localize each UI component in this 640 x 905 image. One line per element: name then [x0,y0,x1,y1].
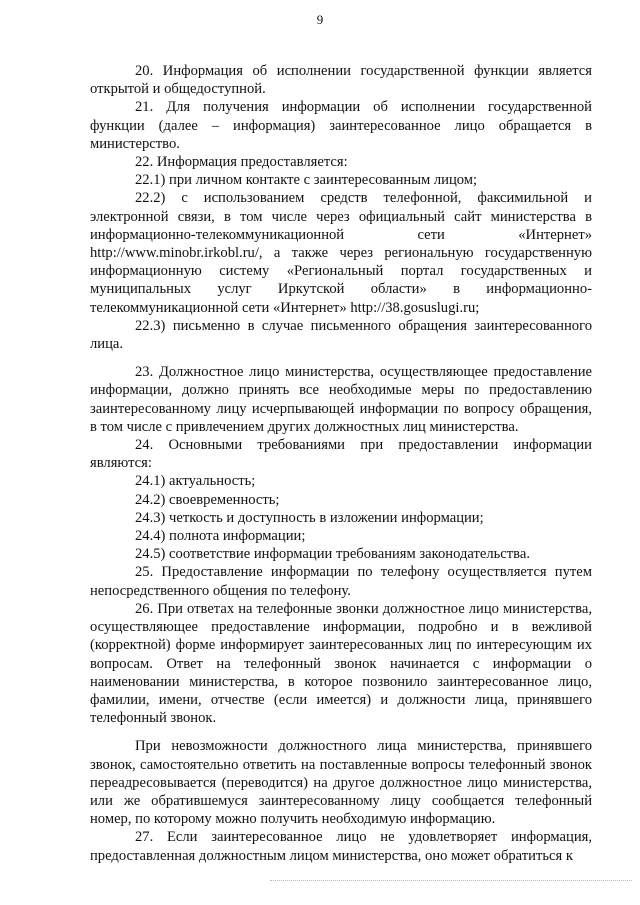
paragraph-21: 21. Для получения информации об исполнении государственной функции (далее – информация) заинтересованное лицо обращается в министерство. [90,99,592,152]
paragraph-24-2: 24.2) своевременность; [135,491,280,508]
document-body [90,62,592,865]
paragraph-26-continued: При невозможности должностного лица министерства, принявшего звонок, самостоятельно ответить на поставленные вопросы телефонный звонок переадресовывается (переводится) на другое должностное лицо министерства, или же обратившемуся заинтересованному лицу сообщается телефонный номер, по которому можно получить необходимую информацию. [90,738,592,828]
paragraph-22-2: 22.2) с использованием средств телефонной, факсимильной и электронной связи, в том числе через официальный сайт министерства в информационно-телекоммуникационной сети «Интернет» http://www.minobr.irkobl.ru/, а также через региональную государственную информационную систему «Региональный портал государственных и муниципальных услуг Иркутской области» в информационно-телекоммуникационной сети «Интернет» http://38.gosuslugi.ru; [90,190,592,316]
paragraph-24: 24. Основными требованиями при предоставлении информации являются: [90,437,592,472]
paragraph-26: 26. При ответах на телефонные звонки должностное лицо министерства, осуществляющее предоставление информации, подробно и в вежливой (корректной) форме информирует заинтересованных лиц по интересующим их вопросам. Ответ на телефонный звонок начинается с информации о наименовании министерства, в которое позвонило заинтересованное лицо, фамилии, имени, отчестве (если имеется) и должности лица, принявшего телефонный звонок. [90,600,592,727]
footer-dotted-rule [270,880,632,881]
paragraph-24-1: 24.1) актуальность; [135,473,256,490]
paragraph-22: 22. Информация предоставляется: [135,154,348,171]
paragraph-22-3: 22.3) письменно в случае письменного обращения заинтересованного лица. [90,317,592,353]
page-number: 9 [316,12,324,27]
paragraph-24-5: 24.5) соответствие информации требованиям законодательства. [135,546,530,563]
paragraph-24-3: 24.3) четкость и доступность в изложении информации; [135,509,484,526]
paragraph-23: 23. Должностное лицо министерства, осуществляющее предоставление информации, должно принять все необходимые меры по предоставлению заинтересованному лицу исчерпывающей информации по вопросу обращения, в том числе с привлечением других должностных лиц министерства. [90,364,592,435]
paragraph-24-4: 24.4) полнота информации; [135,528,306,545]
paragraph-27: 27. Если заинтересованное лицо не удовлетворяет информация, предоставленная должностным лицом министерства, оно может обратиться к [90,829,592,864]
paragraph-20: 20. Информация об исполнении государственной функции является открытой и общедоступной. [90,63,592,98]
paragraph-25: 25. Предоставление информации по телефону осуществляется путем непосредственного общения по телефону. [90,564,592,599]
paragraph-22-1: 22.1) при личном контакте с заинтересованным лицом; [135,172,478,189]
